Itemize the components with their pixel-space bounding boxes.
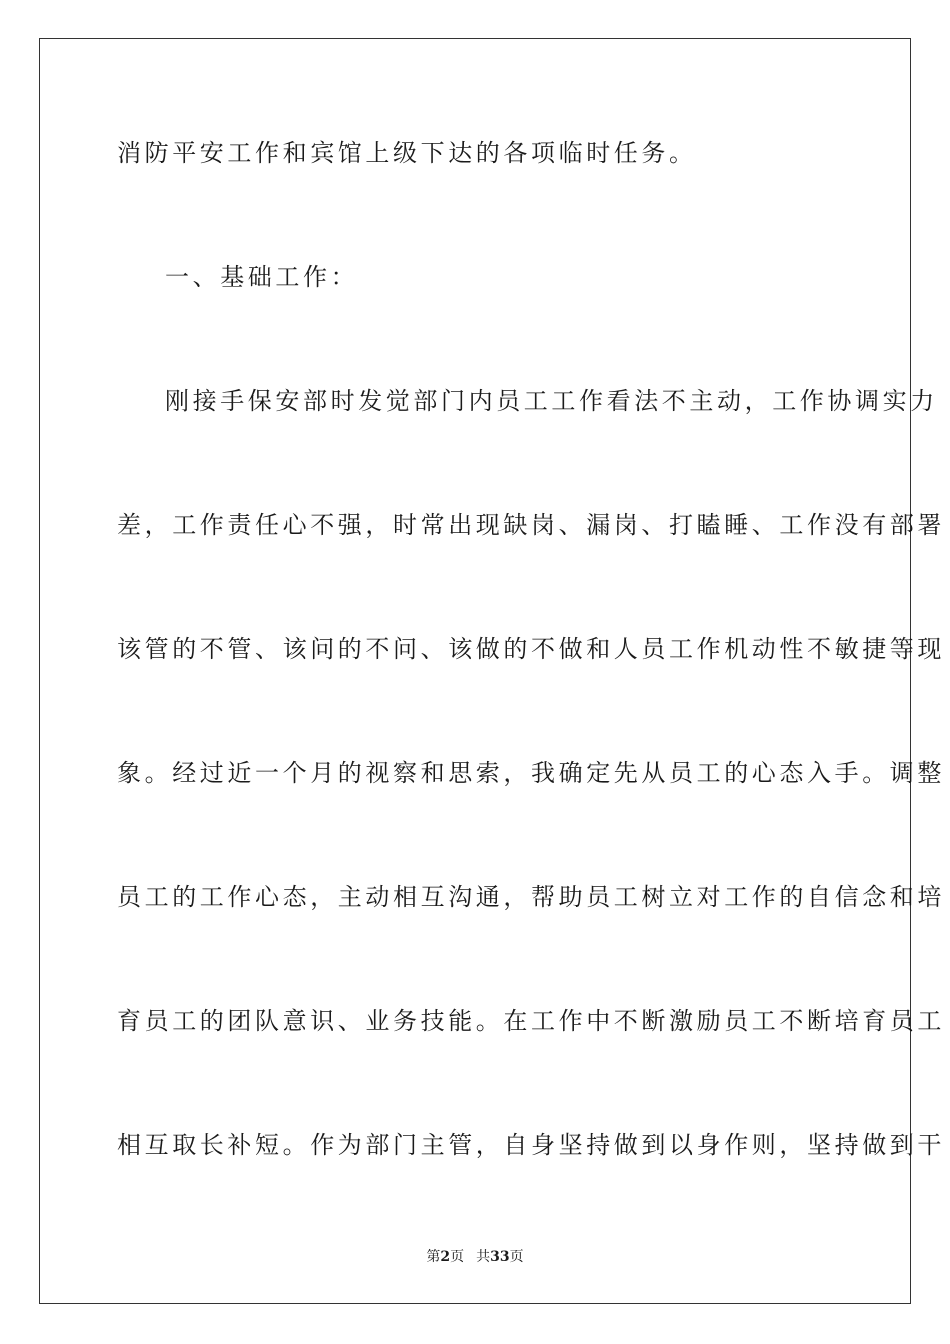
footer-total-pages: 33 <box>490 1249 510 1265</box>
body-line-1: 消防平安工作和宾馆上级下达的各项临时任务。 <box>117 139 697 167</box>
body-line-9: 相互取长补短。作为部门主管，自身坚持做到以身作则，坚持做到干 <box>117 1131 945 1159</box>
page-border <box>39 38 945 1304</box>
section-heading: 一、基础工作： <box>165 263 359 291</box>
body-line-4: 差，工作责任心不强，时常出现缺岗、漏岗、打瞌睡、工作没有部署 <box>117 511 945 539</box>
body-line-6: 象。经过近一个月的视察和思索，我确定先从员工的心态入手。调整 <box>117 759 945 787</box>
page-footer <box>0 1248 950 1266</box>
footer-page-number: 2 <box>440 1249 451 1265</box>
body-line-7: 员工的工作心态，主动相互沟通，帮助员工树立对工作的自信念和培 <box>117 883 945 911</box>
footer-total-prefix: 共 <box>476 1249 491 1265</box>
footer-page-suffix: 页 <box>450 1249 465 1265</box>
footer-page-prefix: 第 <box>426 1249 441 1265</box>
footer-total-suffix: 页 <box>509 1249 524 1265</box>
body-line-5: 该管的不管、该问的不问、该做的不做和人员工作机动性不敏捷等现 <box>117 635 945 663</box>
body-line-8: 育员工的团队意识、业务技能。在工作中不断激励员工不断培育员工 <box>117 1007 945 1035</box>
body-line-3: 刚接手保安部时发觉部门内员工工作看法不主动，工作协调实力 <box>165 387 938 415</box>
